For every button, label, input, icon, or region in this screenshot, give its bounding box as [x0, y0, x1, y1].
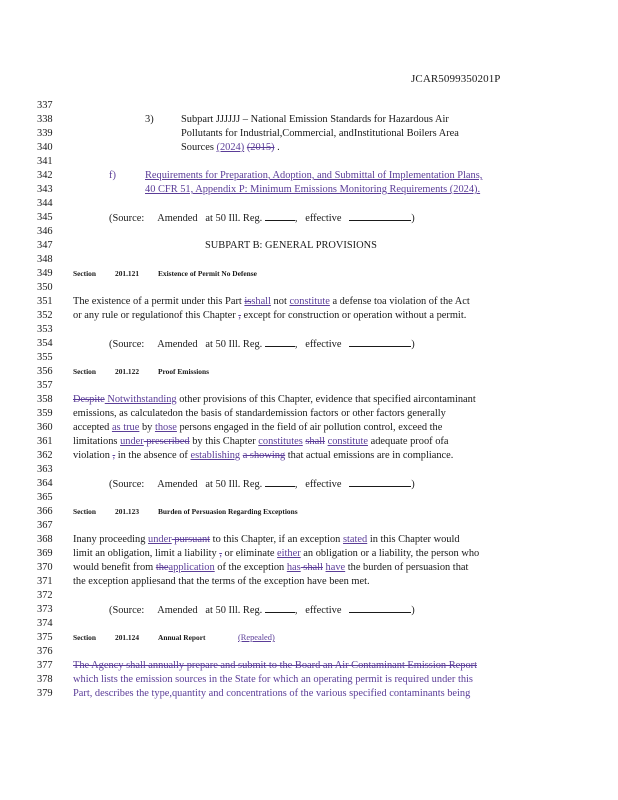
line-337	[0, 99, 618, 113]
line-number: 339	[37, 128, 53, 139]
blank-line	[265, 477, 295, 487]
line-356	[0, 365, 618, 379]
line-number: 376	[37, 646, 53, 657]
line-number: 367	[37, 520, 53, 531]
line-340	[0, 141, 618, 155]
line-378	[0, 673, 618, 687]
line-number: 373	[37, 604, 53, 615]
section-label: Section	[73, 367, 96, 376]
source-note	[109, 211, 415, 226]
text-run: .	[274, 142, 280, 153]
repealed-marker: (Repealed)	[238, 633, 275, 642]
section-number: 201.122	[115, 367, 140, 376]
source-effective: effective	[305, 339, 342, 350]
source-amended: Amended	[157, 479, 198, 490]
line-362	[0, 449, 618, 463]
text-run: or eliminate	[221, 548, 278, 559]
source-reg: at 50 Ill. Reg.	[205, 605, 263, 616]
line-372	[0, 589, 618, 603]
paragraph-line	[73, 533, 460, 547]
inserted-text: constitute	[289, 296, 330, 307]
line-374	[0, 617, 618, 631]
deleted-text: is	[244, 296, 252, 307]
blank-line	[349, 337, 411, 347]
inserted-text	[244, 296, 271, 307]
line-348	[0, 253, 618, 267]
line-364	[0, 477, 618, 491]
deleted-text: a showing	[242, 450, 286, 461]
text-run: accepted	[73, 422, 112, 433]
line-352	[0, 309, 618, 323]
line-number: 364	[37, 478, 53, 489]
inserted-text: under	[120, 436, 144, 447]
line-number: 355	[37, 352, 53, 363]
inserted-text: either	[277, 548, 301, 559]
source-note	[109, 337, 415, 352]
line-number: 377	[37, 660, 53, 671]
section-title: Burden of Persuasion Regarding Exceptions	[158, 507, 298, 516]
inserted-text: have	[325, 562, 346, 573]
line-345	[0, 211, 618, 225]
paragraph-line: the exception appliesand that the terms of the exception have been met.	[73, 576, 370, 587]
deleted-paragraph-line: The Agency shall annually prepare and submit to the Board an Air Contaminant Emission Report	[73, 660, 477, 671]
source-close: )	[411, 479, 415, 490]
line-number: 337	[37, 100, 53, 111]
line-number: 354	[37, 338, 53, 349]
line-350	[0, 281, 618, 295]
source-amended: Amended	[157, 339, 198, 350]
text-run: an obligation or a liability, the person who	[300, 548, 480, 559]
text-run: the burden of persuasion that	[345, 562, 469, 573]
line-number: 357	[37, 380, 53, 391]
line-number: 358	[37, 394, 53, 405]
deleted-text: ,	[238, 310, 241, 321]
line-number: 341	[37, 156, 53, 167]
text-run: except for construction or operation without a permit.	[240, 310, 467, 321]
line-number: 372	[37, 590, 53, 601]
source-comma: ,	[294, 605, 298, 616]
deleted-paragraph-line: which lists the emission sources in the State for which an operating permit is required under this	[73, 674, 473, 685]
source-label: (Source:	[109, 213, 145, 224]
text-run: or any rule or regulationof this Chapter	[73, 310, 239, 321]
item-f-text-line2: 40 CFR 51, Appendix P: Minimum Emissions Monitoring Requirements (2024).	[145, 184, 481, 195]
source-reg: at 50 Ill. Reg.	[205, 339, 263, 350]
section-label: Section	[73, 269, 96, 278]
line-365	[0, 491, 618, 505]
line-375	[0, 631, 618, 645]
subpart-heading: SUBPART B: GENERAL PROVISIONS	[205, 240, 377, 251]
line-358	[0, 393, 618, 407]
source-label: (Source:	[109, 339, 145, 350]
text-run: adequate proof ofa	[368, 436, 449, 447]
line-351	[0, 295, 618, 309]
source-effective: effective	[305, 605, 342, 616]
inserted-text: (2024)	[216, 142, 245, 153]
line-number: 353	[37, 324, 53, 335]
source-effective: effective	[305, 213, 342, 224]
inserted-text: constitute	[327, 436, 368, 447]
inserted-text: constitutes	[258, 436, 303, 447]
source-close: )	[411, 605, 415, 616]
line-number: 366	[37, 506, 53, 517]
line-number: 378	[37, 674, 53, 685]
text-run: limit an obligation, limit a liability	[73, 548, 220, 559]
source-amended: Amended	[157, 213, 198, 224]
source-label: (Source:	[109, 605, 145, 616]
paragraph-line	[73, 309, 466, 323]
source-note	[109, 603, 415, 618]
text-run: other provisions of this Chapter, evidence that specified aircontaminant	[176, 394, 476, 405]
blank-line	[265, 211, 295, 221]
line-number: 344	[37, 198, 53, 209]
text-run: Sources	[181, 142, 217, 153]
line-number: 347	[37, 240, 53, 251]
deleted-text: ,	[112, 450, 116, 461]
deleted-text: pursuant	[171, 534, 211, 545]
blank-line	[349, 211, 411, 221]
line-343	[0, 183, 618, 197]
line-360	[0, 421, 618, 435]
deleted-text: ,	[219, 548, 222, 559]
line-number: 362	[37, 450, 53, 461]
text-run: in this Chapter would	[367, 534, 460, 545]
document-code: JCAR5099350201P	[411, 73, 501, 85]
text-run: would benefit from	[73, 562, 156, 573]
line-number: 371	[37, 576, 53, 587]
section-label: Section	[73, 507, 96, 516]
line-number: 351	[37, 296, 53, 307]
text-run: to this Chapter, if an exception	[210, 534, 343, 545]
section-number: 201.121	[115, 269, 140, 278]
line-370	[0, 561, 618, 575]
source-reg: at 50 Ill. Reg.	[205, 213, 263, 224]
line-number: 346	[37, 226, 53, 237]
deleted-paragraph-line: Part, describes the type,quantity and concentrations of the various specified contaminants being	[73, 688, 471, 699]
section-label: Section	[73, 633, 96, 642]
line-number: 350	[37, 282, 53, 293]
source-comma: ,	[294, 213, 298, 224]
paragraph-line	[73, 295, 470, 309]
inserted-text: has	[286, 562, 301, 573]
line-366	[0, 505, 618, 519]
line-number: 340	[37, 142, 53, 153]
text-run: violation	[73, 450, 113, 461]
paragraph-line	[73, 547, 479, 561]
line-361	[0, 435, 618, 449]
line-359	[0, 407, 618, 421]
item-f-text-line1: Requirements for Preparation, Adoption, and Submittal of Implementation Plans,	[145, 170, 483, 181]
item-3-text-line1: Subpart JJJJJJ – National Emission Standards for Hazardous Air	[181, 114, 449, 125]
line-number: 359	[37, 408, 53, 419]
blank-line	[349, 603, 411, 613]
blank-line	[265, 603, 295, 613]
blank-line	[349, 477, 411, 487]
section-number: 201.123	[115, 507, 140, 516]
section-title: Proof Emissions	[158, 367, 209, 376]
item-3-text-line3	[181, 141, 280, 155]
text-run: not	[270, 296, 290, 307]
inserted-text: those	[154, 422, 177, 433]
line-number: 348	[37, 254, 53, 265]
text-run: The existence of a permit under this Part	[73, 296, 245, 307]
line-341	[0, 155, 618, 169]
line-367	[0, 519, 618, 533]
line-376	[0, 645, 618, 659]
line-371	[0, 575, 618, 589]
line-number: 343	[37, 184, 53, 195]
source-note	[109, 477, 415, 492]
text-run: in the absence of	[115, 450, 191, 461]
line-339	[0, 127, 618, 141]
item-3-text-line2: Pollutants for Industrial,Commercial, andInstitutional Boilers Area	[181, 128, 459, 139]
inserted-text: shall	[251, 296, 271, 307]
blank-line	[265, 337, 295, 347]
line-379	[0, 687, 618, 701]
paragraph-line	[73, 449, 453, 463]
text-run: limitations	[73, 436, 121, 447]
item-f-label: f)	[109, 170, 116, 181]
text-run: a defense toa violation of the Act	[329, 296, 470, 307]
line-number: 361	[37, 436, 53, 447]
line-346	[0, 225, 618, 239]
source-close: )	[411, 213, 415, 224]
line-number: 342	[37, 170, 53, 181]
line-number: 356	[37, 366, 53, 377]
section-title: Existence of Permit No Defense	[158, 269, 257, 278]
line-number: 365	[37, 492, 53, 503]
paragraph-line: emissions, as calculatedon the basis of standardemission factors or other factors generally	[73, 408, 446, 419]
text-run: by	[139, 422, 155, 433]
line-357	[0, 379, 618, 393]
section-number: 201.124	[115, 633, 140, 642]
line-number: 363	[37, 464, 53, 475]
deleted-text: Despite	[73, 394, 105, 405]
line-355	[0, 351, 618, 365]
line-363	[0, 463, 618, 477]
line-number: 368	[37, 534, 53, 545]
item-3-label: 3)	[145, 114, 154, 125]
paragraph-line	[73, 435, 449, 449]
line-373	[0, 603, 618, 617]
source-amended: Amended	[157, 605, 198, 616]
line-349	[0, 267, 618, 281]
inserted-text: under	[148, 534, 172, 545]
paragraph-line	[73, 421, 442, 435]
line-number: 369	[37, 548, 53, 559]
deleted-text: shall	[305, 436, 325, 447]
section-title: Annual Report	[158, 633, 206, 642]
source-close: )	[411, 339, 415, 350]
line-number: 370	[37, 562, 53, 573]
line-368	[0, 533, 618, 547]
source-label: (Source:	[109, 479, 145, 490]
paragraph-line	[73, 561, 468, 575]
source-comma: ,	[294, 479, 298, 490]
line-number: 375	[37, 632, 53, 643]
paragraph-line	[73, 393, 476, 407]
text-run: that actual emissions are in compliance.	[285, 450, 454, 461]
line-number: 345	[37, 212, 53, 223]
line-338	[0, 113, 618, 127]
line-number: 338	[37, 114, 53, 125]
line-369	[0, 547, 618, 561]
line-number: 349	[37, 268, 53, 279]
line-number: 374	[37, 618, 53, 629]
inserted-text: establishing	[190, 450, 241, 461]
text-run: persons engaged in the field of air pollution control, exceed the	[176, 422, 443, 433]
inserted-text: stated	[342, 534, 368, 545]
inserted-text: as true	[111, 422, 140, 433]
line-354	[0, 337, 618, 351]
source-effective: effective	[305, 479, 342, 490]
source-reg: at 50 Ill. Reg.	[205, 479, 263, 490]
deleted-text: (2015)	[246, 142, 275, 153]
deleted-text: shall	[300, 562, 323, 573]
line-344	[0, 197, 618, 211]
inserted-text: Notwithstanding	[104, 394, 177, 405]
line-number: 352	[37, 310, 53, 321]
text-run: of the exception	[214, 562, 287, 573]
line-377	[0, 659, 618, 673]
text-run: by this Chapter	[189, 436, 259, 447]
text-run: Inany proceeding	[73, 534, 149, 545]
inserted-text: application	[168, 562, 215, 573]
line-353	[0, 323, 618, 337]
line-number: 379	[37, 688, 53, 699]
deleted-text: prescribed	[143, 436, 190, 447]
line-342	[0, 169, 618, 183]
line-347	[0, 239, 618, 253]
deleted-text: the	[155, 562, 169, 573]
source-comma: ,	[294, 339, 298, 350]
line-number: 360	[37, 422, 53, 433]
